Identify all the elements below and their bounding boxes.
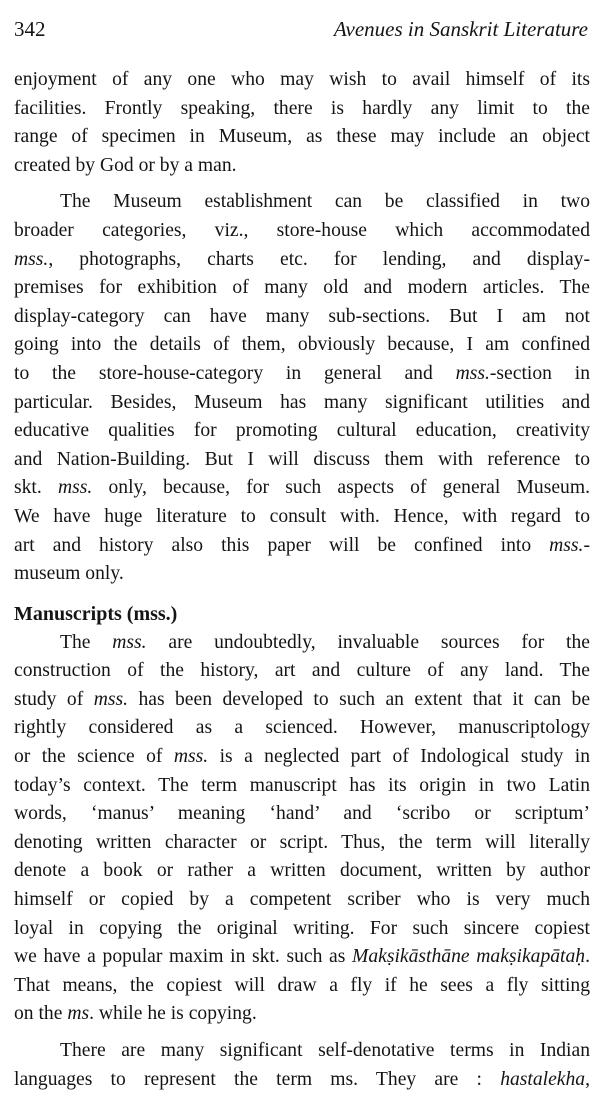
text-run: created by God or by a man.	[14, 154, 237, 176]
paragraph	[14, 188, 590, 588]
text-run: languages to represent the term ms. They are :	[14, 1068, 501, 1090]
text-line	[14, 123, 590, 152]
text-line	[14, 217, 590, 246]
text-line	[14, 360, 590, 389]
text-line	[14, 972, 590, 1001]
text-line	[14, 66, 590, 95]
text-run: ,	[585, 1068, 590, 1090]
text-run: or the science of	[14, 746, 174, 768]
section-heading: Manuscripts (mss.)	[14, 602, 178, 625]
italic-term: mss.	[93, 688, 128, 710]
italic-term: mss.	[173, 746, 209, 768]
text-run: premises for exhibition of many old and modern articles. The	[14, 277, 590, 299]
page-header	[14, 14, 588, 44]
text-line	[14, 629, 590, 658]
text-run: construction of the history, art and culture of any land. The	[14, 660, 590, 682]
text-line	[14, 417, 590, 446]
text-line	[14, 95, 590, 124]
text-line	[14, 152, 590, 181]
text-line	[14, 474, 590, 503]
text-line	[14, 532, 590, 561]
text-run: only, because, for such aspects of general Museum.	[92, 477, 590, 499]
text-run: loyal in copying the original writing. For such sincere copiest	[14, 917, 590, 939]
text-line	[14, 503, 590, 532]
text-run: range of specimen in Museum, as these may include an object	[14, 126, 590, 148]
text-run: educative qualities for promoting cultural education, creativity	[14, 420, 590, 442]
text-run: denote a book or rather a written document, written by author	[14, 860, 590, 882]
text-run: skt.	[14, 477, 58, 499]
text-run: enjoyment of any one who may wish to avail himself of its	[14, 69, 590, 90]
text-run: today’s context. The term manuscript has its origin in two Latin	[14, 774, 590, 796]
italic-term: mss.	[14, 248, 49, 270]
text-run: is a neglected part of Indological study in	[208, 746, 590, 768]
text-run: . while he is copying.	[89, 1003, 257, 1025]
text-line	[14, 1000, 590, 1029]
text-line	[14, 446, 590, 475]
text-run: There are many significant self-denotative terms in Indian	[60, 1040, 590, 1061]
text-run: That means, the copiest will draw a fly if he sees a fly sitting	[14, 974, 590, 996]
text-run: words, ‘manus’ meaning ‘hand’ and ‘scribo or scriptum’	[14, 803, 590, 825]
italic-term: hastalekha	[500, 1068, 586, 1090]
text-line	[14, 560, 590, 589]
text-line	[14, 331, 590, 360]
italic-term: mss.	[112, 631, 147, 653]
text-line	[14, 274, 590, 303]
paragraph	[14, 629, 590, 1029]
text-line	[14, 943, 590, 972]
paragraph	[14, 1037, 590, 1094]
text-line	[14, 188, 590, 217]
text-line	[14, 657, 590, 686]
page-body	[14, 66, 590, 1094]
text-line	[14, 686, 590, 715]
italic-term: mss.	[57, 477, 93, 499]
text-line	[14, 714, 590, 743]
text-line	[14, 1066, 590, 1094]
text-line	[14, 886, 590, 915]
text-line	[14, 772, 590, 801]
text-run: .	[585, 946, 590, 968]
text-run: display-category can have many sub-sections. But I am not	[14, 305, 590, 327]
page-number: 342	[14, 17, 46, 41]
text-run: The	[60, 631, 113, 653]
text-line	[14, 829, 590, 858]
italic-term: mss.	[549, 534, 584, 556]
text-run: has been developed to such an extent that it can be	[128, 688, 591, 710]
text-line	[14, 857, 590, 886]
text-run: particular. Besides, Museum has many significant utilities and	[14, 391, 590, 413]
text-run: , photographs, charts etc. for lending, and display-	[48, 248, 590, 270]
text-line	[14, 1037, 590, 1066]
text-run: and Nation-Building. But I will discuss them with reference to	[14, 448, 590, 470]
text-run: The Museum establishment can be classified in two	[60, 191, 590, 213]
italic-term: ms	[67, 1003, 90, 1025]
text-run: facilities. Frontly speaking, there is hardly any limit to the	[14, 97, 590, 119]
paragraph	[14, 66, 590, 180]
text-run: to the store-house-category in general and	[14, 362, 456, 384]
running-title: Avenues in Sanskrit Literature	[333, 17, 588, 41]
italic-term: Makṣikāsthāne makṣikapātaḥ	[352, 946, 586, 968]
text-line	[14, 303, 590, 332]
text-line	[14, 800, 590, 829]
text-line	[14, 915, 590, 944]
text-run: going into the details of them, obviously because, I am confined	[14, 334, 590, 356]
section-intro	[14, 66, 590, 589]
text-run: art and history also this paper will be confined into	[14, 534, 550, 556]
text-line	[14, 246, 590, 275]
text-run: We have huge literature to consult with. Hence, with regard to	[14, 505, 590, 527]
text-line	[14, 743, 590, 772]
section-manuscripts	[14, 629, 590, 1094]
text-run: are undoubtedly, invaluable sources for the	[146, 631, 590, 653]
text-run: on the	[14, 1003, 68, 1025]
text-run: broader categories, viz., store-house which accommodated	[14, 219, 590, 241]
text-line	[14, 389, 590, 418]
text-run: himself or copied by a competent scriber who is very much	[14, 889, 590, 911]
text-run: museum only.	[14, 563, 124, 585]
text-run: we have a popular maxim in skt. such as	[14, 946, 353, 968]
text-run: rightly considered as a scienced. However, manuscriptology	[14, 717, 590, 739]
text-run: -section in	[489, 362, 590, 384]
italic-term: mss.	[455, 362, 490, 384]
text-run: study of	[14, 688, 94, 710]
text-run: -	[583, 534, 590, 556]
text-run: denoting written character or script. Thus, the term will literally	[14, 831, 590, 853]
